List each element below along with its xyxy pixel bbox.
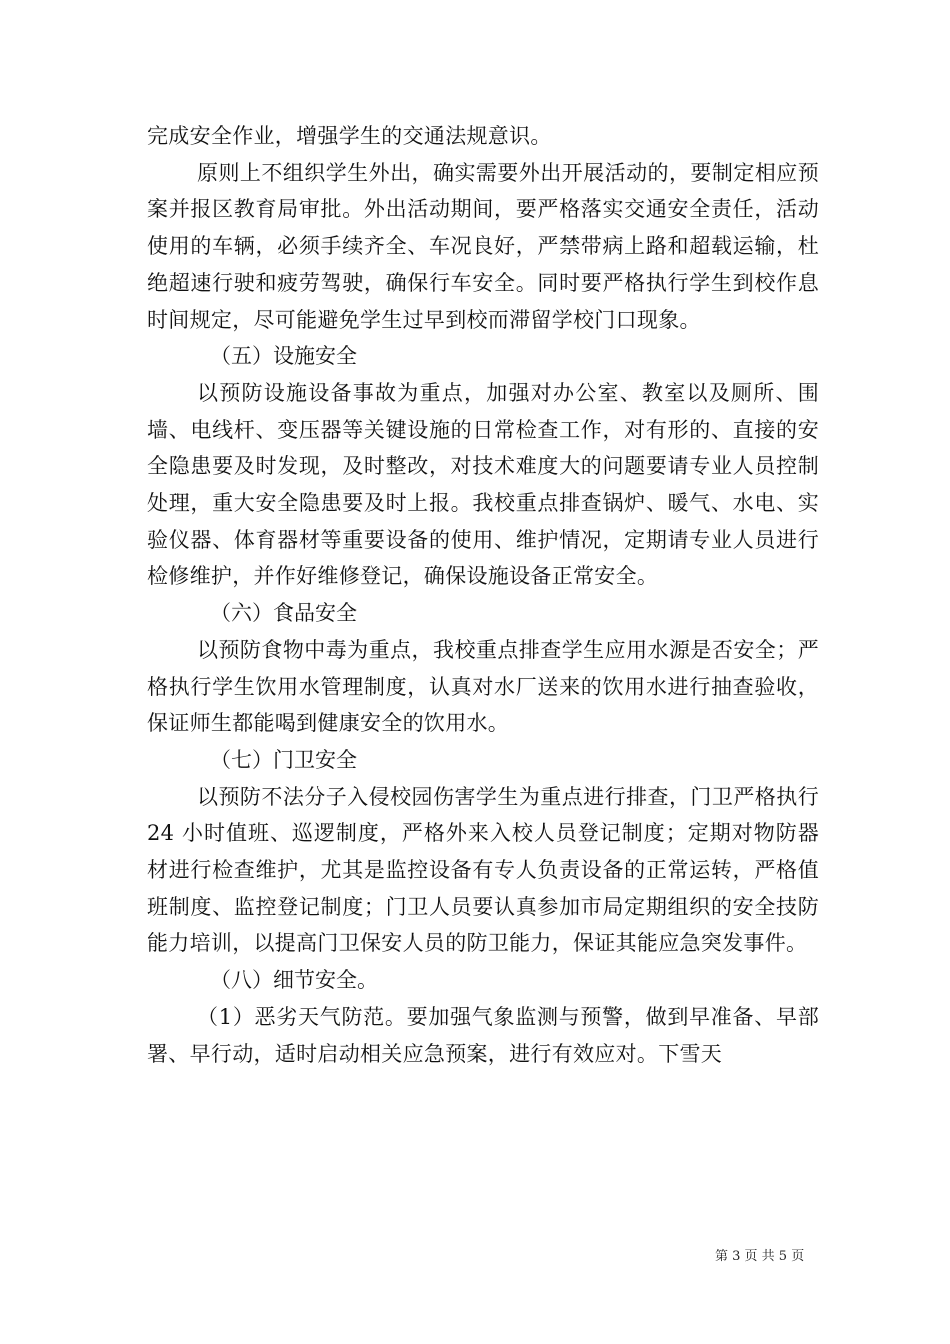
paragraph: 以预防不法分子入侵校园伤害学生为重点进行排查，门卫严格执行 24 小时值班、巡逻制度，严格外来入校人员登记制度；定期对物防器材进行检查维护，尤其是监控设备有专人负责设备的正常运转，严格值班制度、监控登记制度；门卫人员要认真参加市局定期组织的安全技防能力培训，以提高门卫保安人员的防卫能力，保证其能应急突发事件。 (147, 784, 819, 956)
section-heading-facility-safety: （五）设施安全 (210, 344, 357, 369)
section-heading-food-safety: （六）食品安全 (210, 601, 357, 626)
section-heading-detail-safety: （八）细节安全。 (210, 968, 378, 993)
paragraph: （1）恶劣天气防范。要加强气象监测与预警，做到早准备、早部署、早行动，适时启动相关应急预案，进行有效应对。下雪天 (147, 1004, 819, 1066)
document-body (147, 118, 819, 1072)
paragraph: 以预防食物中毒为重点，我校重点排查学生应用水源是否安全；严格执行学生饮用水管理制度，认真对水厂送来的饮用水进行抽查验收，保证师生都能喝到健康安全的饮用水。 (147, 637, 819, 736)
paragraph: 完成安全作业，增强学生的交通法规意识。 (147, 124, 552, 148)
paragraph: 以预防设施设备事故为重点，加强对办公室、教室以及厕所、围墙、电线杆、变压器等关键设施的日常检查工作，对有形的、直接的安全隐患要及时发现，及时整改，对技术难度大的问题要请专业人员控制处理，重大安全隐患要及时上报。我校重点排查锅炉、暖气、水电、实验仪器、体育器材等重要设备的使用、维护情况，定期请专业人员进行检修维护，并作好维修登记，确保设施设备正常安全。 (147, 380, 819, 589)
page-number: 第 3 页 共 5 页 (715, 1249, 805, 1264)
paragraph: 原则上不组织学生外出，确实需要外出开展活动的，要制定相应预案并报区教育局审批。外出活动期间，要严格落实交通安全责任，活动使用的车辆，必须手续齐全、车况良好，严禁带病上路和超载运输，杜绝超速行驶和疲劳驾驶，确保行车安全。同时要严格执行学生到校作息时间规定，尽可能避免学生过早到校而滞留学校门口现象。 (147, 160, 819, 332)
section-heading-gate-safety: （七）门卫安全 (210, 747, 357, 772)
